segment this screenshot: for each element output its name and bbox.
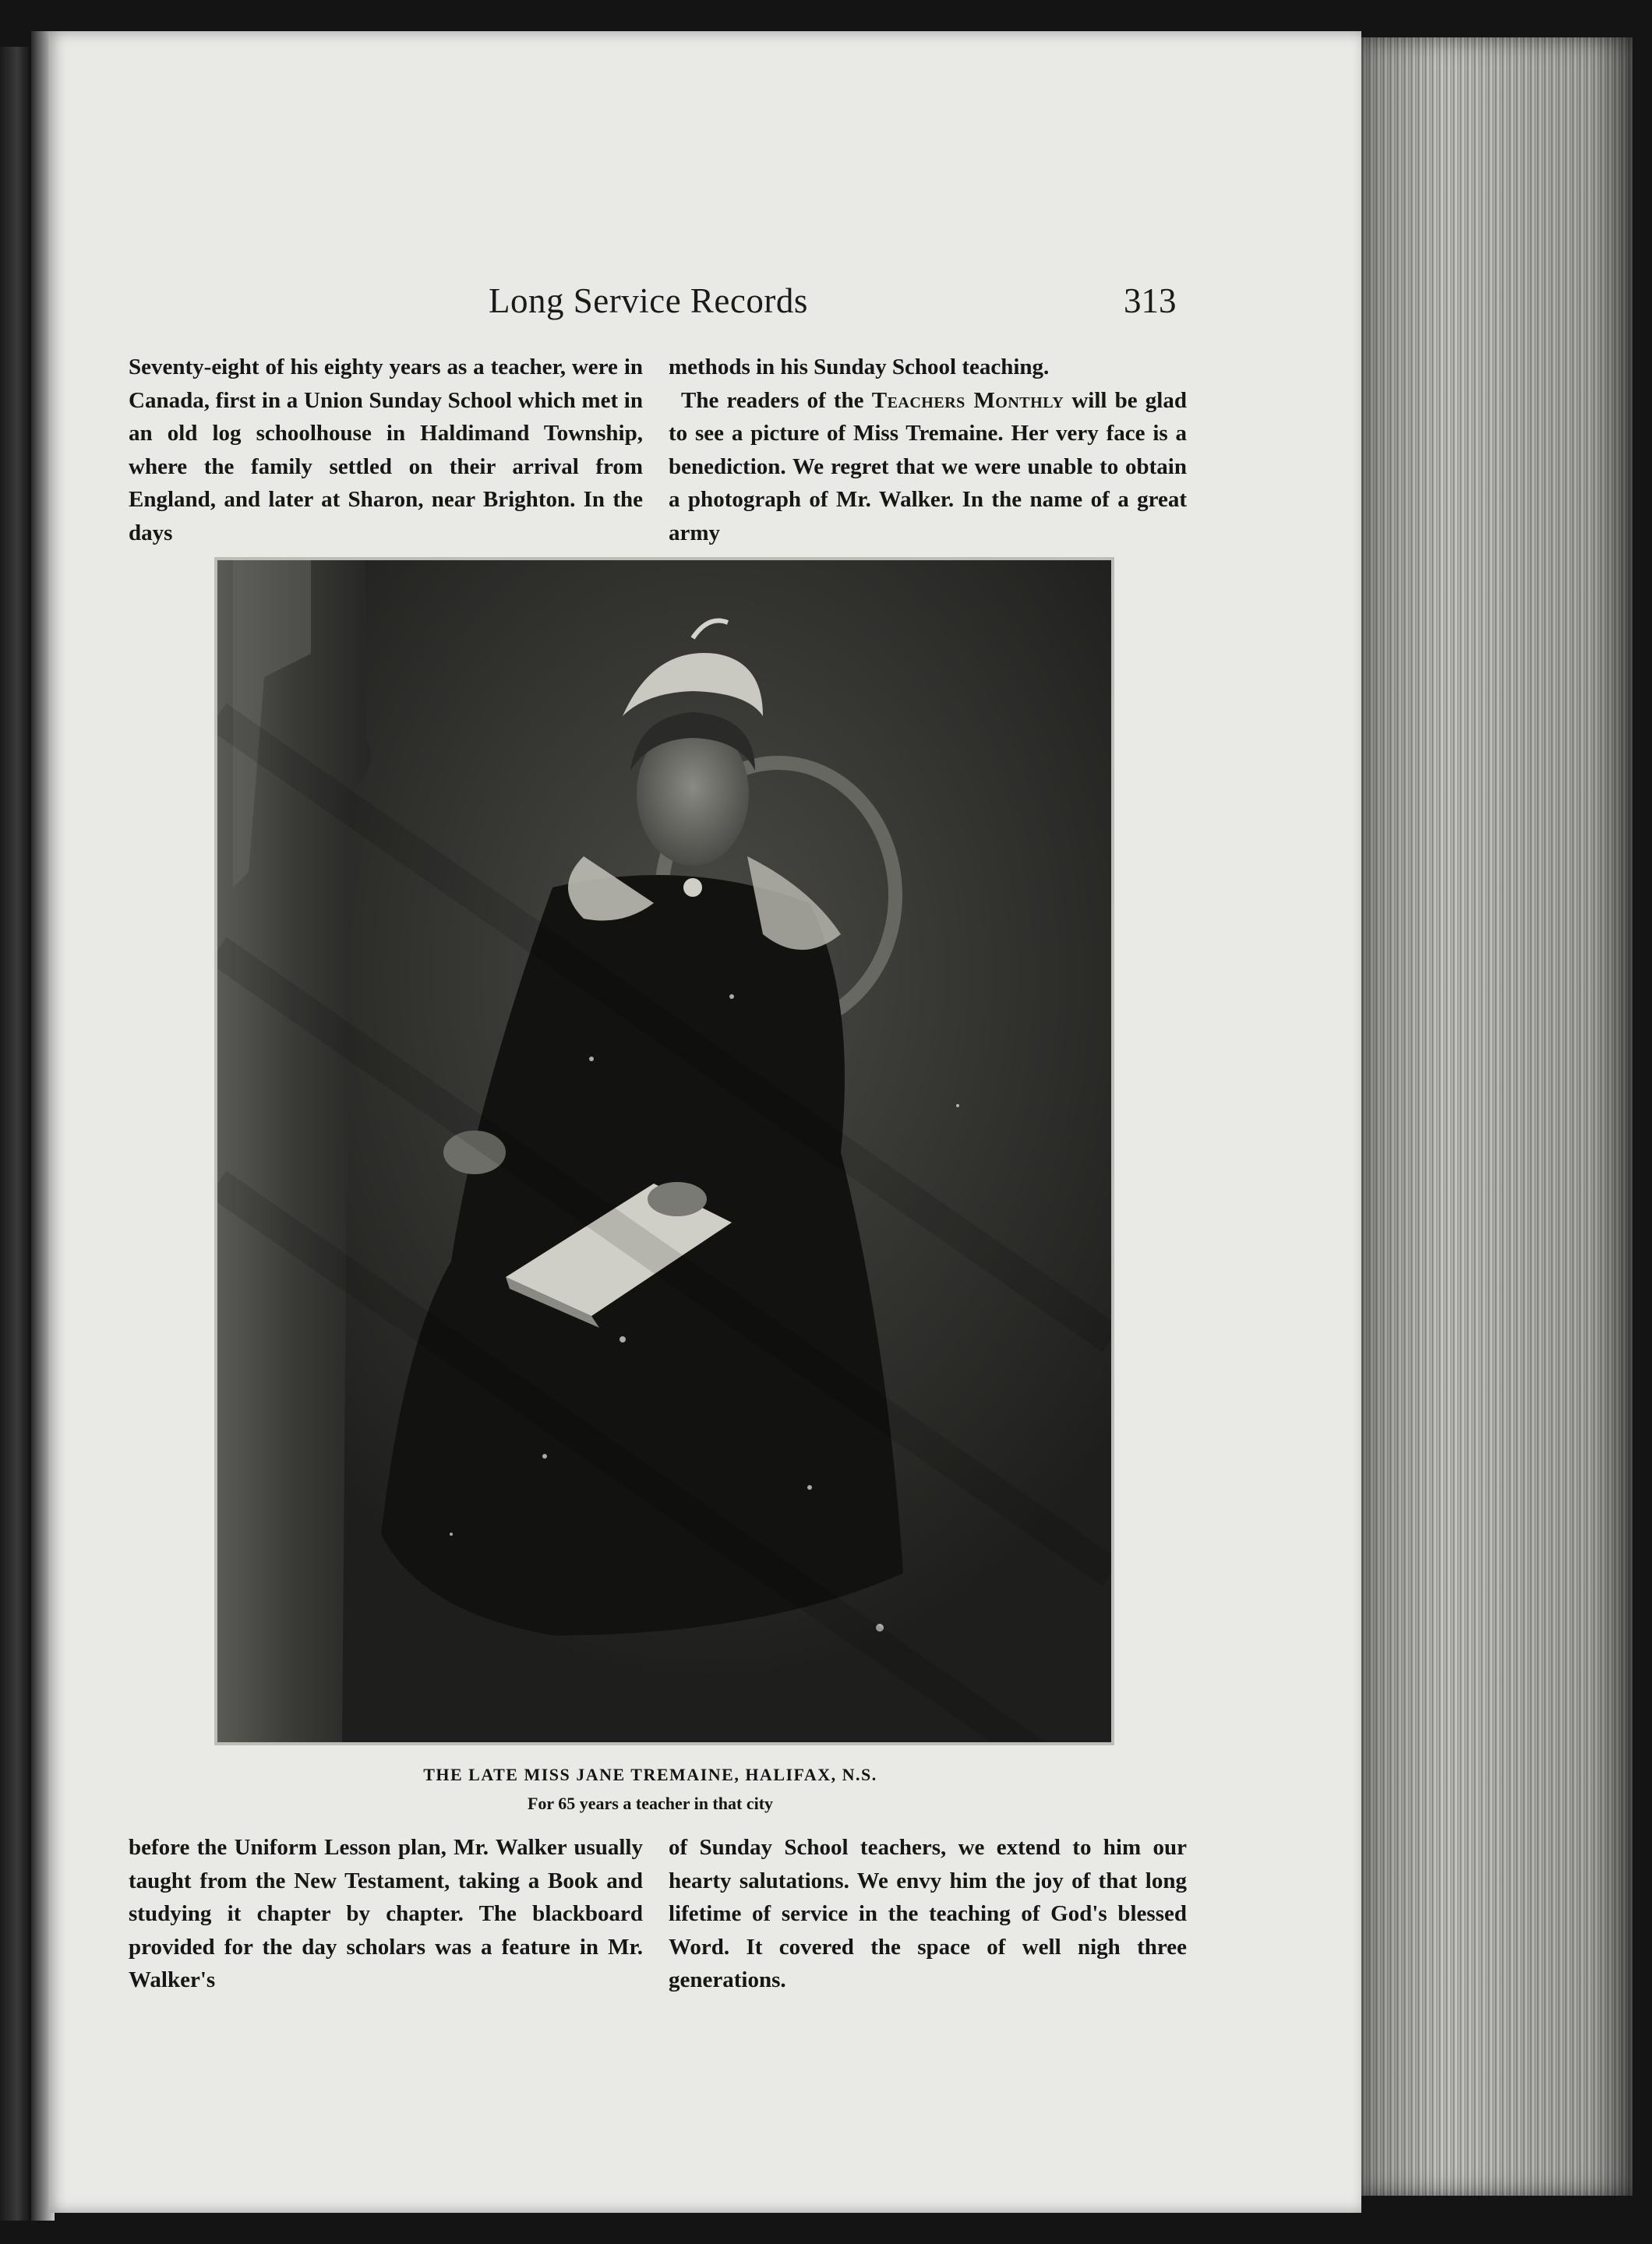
body-line: methods in his Sunday School teaching. <box>669 355 1050 379</box>
page-title: Long Service Records <box>489 281 808 320</box>
body-paragraph: Seventy-eight of his eighty years as a teacher, were in Canada, first in a Union Sunday School which met in an old log schoolhouse in Haldimand Township, where the family settled on their arrival from England, and later at Sharon, near Brighton. In the days <box>129 355 643 545</box>
page-stack-edges <box>1360 37 1633 2196</box>
body-paragraph: of Sunday School teachers, we extend to him our hearty salutations. We envy him the joy of that long lifetime of service in the teaching of God's blessed Word. It covered the space of well nigh three generations. <box>669 1835 1187 1992</box>
photo-subcaption: For 65 years a teacher in that city <box>527 1794 774 1813</box>
page-number: 313 <box>1124 281 1177 320</box>
portrait-photograph <box>214 557 1114 1745</box>
previous-page-edge <box>0 47 31 2221</box>
column-bottom-right <box>669 1831 1187 1997</box>
column-bottom-left <box>129 1831 643 1997</box>
column-top-left <box>129 351 643 549</box>
book-page <box>48 31 1361 2213</box>
portrait-illustration <box>217 560 1111 1742</box>
body-paragraph: The readers of the Teachers Monthly will be glad to see a picture of Miss Tremaine. Her very face is a benediction. We regret that we were unable to obtain a photograph of Mr. Walker. In the name of a great army <box>669 387 1187 545</box>
photo-image <box>217 560 1111 1742</box>
photo-caption: THE LATE MISS JANE TREMAINE, HALIFAX, N.S. <box>423 1765 877 1784</box>
journal-name: Teachers Monthly <box>871 387 1064 413</box>
body-paragraph: before the Uniform Lesson plan, Mr. Walker usually taught from the New Testament, taking a Book and studying it chapter by chapter. The blackboard provided for the day scholars was a feature in Mr. Walker's <box>129 1835 643 1992</box>
column-top-right <box>669 351 1187 549</box>
